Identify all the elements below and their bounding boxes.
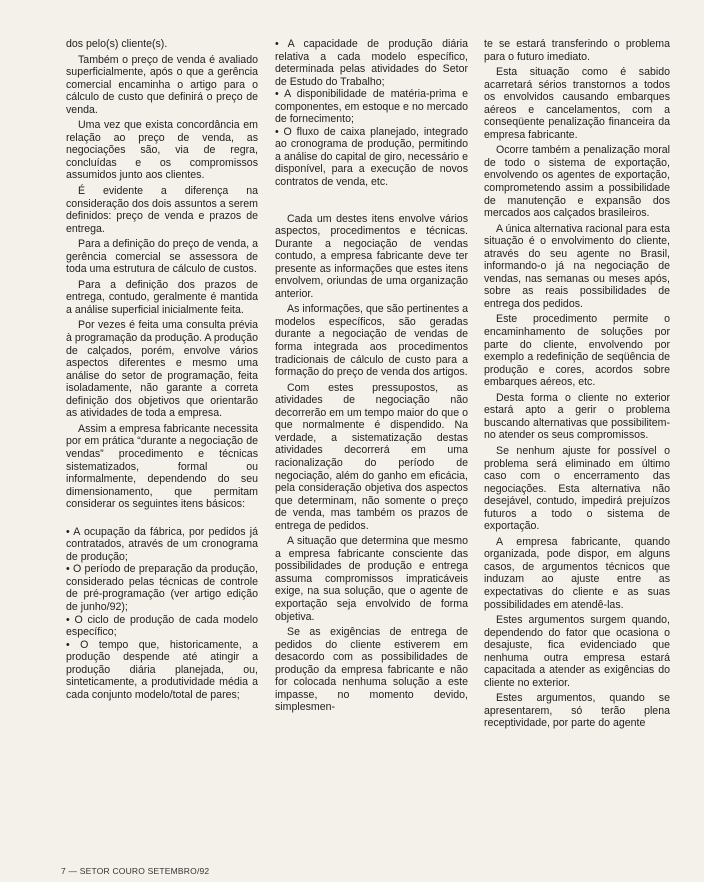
paragraph: Estes argumentos, quando se apresentarem, só terão plena receptividade, por parte do agente [484, 692, 670, 730]
paragraph: dos pelo(s) cliente(s). [66, 38, 168, 50]
paragraph: Desta forma o cliente no exterior estará apto a gerir o problema buscando alternativas que possibilitem-no atender os seus compromissos. [484, 391, 670, 442]
paragraph: Ocorre também a penalização moral de todo o sistema de exportação, envolvendo os agentes de exportação, comprometendo assim a possibilidade de manutenção e expansão dos mercados aos calçados brasileiros. [484, 144, 670, 220]
text-column-1 [66, 38, 258, 701]
paragraph: te se estará transferindo o problema para o futuro imediato. [484, 38, 670, 63]
paragraph: Para a definição dos prazos de entrega, contudo, geralmente é mantida a análise superficial inicialmente feita. [66, 278, 258, 316]
page-footer: 7 — SETOR COURO SETEMBRO/92 [61, 866, 210, 876]
paragraph: Cada um destes itens envolve vários aspectos, procedimentos e técnicas. Durante a negociação de vendas contudo, a empresa fabricante deve ter presente as informações que estes itens envolvem, oriundas de uma organização anterior. [275, 212, 468, 300]
bullet-item: • O ciclo de produção de cada modelo específico; [66, 613, 258, 639]
paragraph: Se as exigências de entrega de pedidos do cliente estiverem em desacordo com as possibilidades de produção da empresa fabricante e não for colocada nenhuma solução a este impasse, no momento devido, simplesmen- [275, 626, 468, 714]
paragraph: A situação que determina que mesmo a empresa fabricante consciente das possibilidades de produção e entrega assuma compromissos impraticáveis exige, na sua solução, que o agente de exportação seja envolvido de forma objetiva. [275, 535, 468, 623]
paragraph: A empresa fabricante, quando organizada, pode dispor, em alguns casos, de argumentos técnicos que induzam ao ajuste entre as expectativas do cliente e as suas possibilidades em atendê-las. [484, 535, 670, 611]
paragraph: As informações, que são pertinentes a modelos específicos, são geradas durante a negociação de vendas de forma integrada aos procedimentos tradicionais de cálculo de custo para a formação do preço de venda dos artigos. [275, 303, 468, 379]
bullet-item: • O tempo que, historicamente, a produção despende até atingir a produção diária planejada, ou, sinteticamente, a produtividade média a cada conjunto modelo/total de pares; [66, 638, 258, 701]
paragraph: Este procedimento permite o encaminhamento de soluções por parte do cliente, envolvendo por exemplo a redefinição de seqüência de produção e cores, acordos sobre embarques aéreos, etc. [484, 313, 670, 389]
paragraph: Também o preço de venda é avaliado superficialmente, após o que a gerência comercial encaminha o artigo para o cálculo de custo que definirá o preço de venda. [66, 53, 258, 116]
paragraph: Esta situação como é sabido acarretará sérios transtornos a todos os envolvidos causando embarques aéreos e cancelamentos, com a conseqüente penalização financeira da empresa fabricante. [484, 66, 670, 141]
bullet-item: • A ocupação da fábrica, por pedidos já contratados, através de um cronograma de produção; [66, 525, 258, 563]
bullet-item: • A disponibilidade de matéria-prima e componentes, em estoque e no mercado de fornecimento; [275, 88, 468, 126]
paragraph: Estes argumentos surgem quando, dependendo do fator que ocasiona o desajuste, fica evidenciado que nenhuma outra empresa estará capacitada a atender as exigências do cliente no exterior. [484, 614, 670, 689]
bullet-item: • O período de preparação da produção, considerado pelas técnicas de controle de pré-programação (ver artigo edição de junho/92); [66, 563, 258, 613]
bullet-item: • O fluxo de caixa planejado, integrado ao cronograma de produção, permitindo a análise do capital de giro, necessário e disponível, para a execução de novos contratos de venda, etc. [275, 125, 468, 189]
paragraph: Com estes pressupostos, as atividades de negociação não decorrerão em um tempo maior do que o que normalmente é dispendido. Na verdade, a sistematização destas atividades decorrerá em uma racionalização do período de negociação, além do ganho em eficácia, pela consideração objetiva dos aspectos que determinam, não somente o preço de venda, mas também os prazos de entrega de pedidos. [275, 381, 468, 532]
paragraph: Por vezes é feita uma consulta prévia à programação da produção. A produção de calçados, porém, envolve vários aspectos diferentes e mesmo uma análise do setor de programação, feita isoladamente, não garante a correta definição dos objetivos que orientarão as atividades de toda a empresa. [66, 319, 259, 420]
paragraph: É evidente a diferença na consideração dos dois assuntos a serem definidos: preço de venda e prazos de entrega. [66, 185, 258, 235]
paragraph: Para a definição do preço de venda, a gerência comercial se assessora de toda uma estrutura de cálculo de custos. [66, 238, 258, 276]
paragraph: Se nenhum ajuste for possível o problema será eliminado em último caso com o encerramento das negociações. Esta alternativa não desejável, contudo, impedirá prejuízos futuros a todo o sistema de exportação. [484, 444, 670, 533]
text-column-2 [275, 38, 468, 717]
paragraph: Assim a empresa fabricante necessita por em prática “durante a negociação de vendas” procedimento e técnicas sistematizados, formal ou informalmente, dependendo do seu dimensionamento, que permitam considerar os seguintes itens básicos: [66, 422, 258, 511]
text-column-3 [484, 38, 670, 733]
paragraph: Uma vez que exista concordância em relação ao preço de venda, as negociações são, via de regra, concluídas e os compromissos assumidos junto aos clientes. [66, 119, 258, 182]
bullet-item: • A capacidade de produção diária relativa a cada modelo específico, determinada pelas atividades do Setor de Estudo do Trabalho; [275, 38, 468, 88]
paragraph: A única alternativa racional para esta situação é o envolvimento do cliente, através do seu agente no Brasil, informando-o já na negociação de vendas, nas semanas ou meses após, sobre as reais possibilidades de entrega dos pedidos. [484, 222, 670, 310]
spacer [66, 514, 258, 526]
